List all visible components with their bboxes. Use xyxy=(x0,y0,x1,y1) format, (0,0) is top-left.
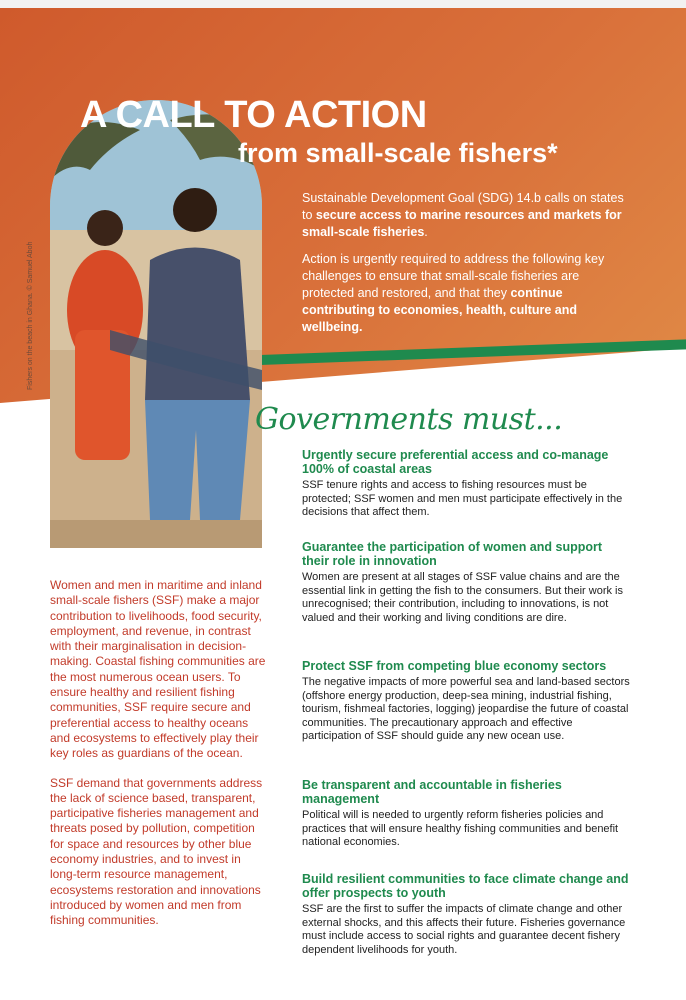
section-body: SSF are the first to suffer the impacts of climate change and other external shocks, and this affects their future. Fisheries governance must include access to social rights and guarantee decent fishery dependent livelihoods for youth. xyxy=(302,903,626,956)
left-column-text xyxy=(50,578,268,943)
section-blue-economy xyxy=(302,659,632,744)
intro-text xyxy=(302,190,632,346)
left-paragraph-2: SSF demand that governments address the lack of science based, transparent, participative fisheries management and threats posed by pollution, competition for space and resources by other blue economy industries, and to invest in long-term resource management, ecosystems restoration and innovations introduced by women and men from fishing communities. xyxy=(50,775,263,928)
section-heading: Guarantee the participation of women and support their role in innovation xyxy=(302,540,603,568)
section-body: SSF tenure rights and access to fishing resources must be protected; SSF women and men must participate effectively in the decisions that affect them. xyxy=(302,479,623,518)
section-transparency xyxy=(302,778,632,850)
intro-p2-emphasis: continue contributing to economies, health, culture and wellbeing. xyxy=(302,286,578,334)
intro-p1-emphasis: secure access to marine resources and markets for small-scale fisheries xyxy=(302,208,622,239)
page-title: A CALL TO ACTION xyxy=(80,94,427,136)
intro-p1-text: Sustainable Development Goal (SDG) 14.b calls on states to xyxy=(302,191,624,222)
page-subtitle: from small-scale fishers* xyxy=(238,138,558,168)
section-body: Political will is needed to urgently reform fisheries policies and practices that will ensure healthy fishing communities and benefit national economies. xyxy=(302,809,619,848)
intro-p2-text: Action is urgently required to address the following key challenges to ensure that small-scale fisheries are protected and restored, and that they xyxy=(302,252,605,300)
section-heading: Protect SSF from competing blue economy sectors xyxy=(302,659,607,673)
section-heading: Build resilient communities to face climate change and offer prospects to youth xyxy=(302,872,629,900)
intro-paragraph-2 xyxy=(302,251,632,336)
intro-p1-end: . xyxy=(424,225,428,239)
photo-credit: Fishers on the beach in Ghana. © Samuel Aboh xyxy=(27,241,34,390)
section-women-participation xyxy=(302,540,632,625)
left-paragraph-1: Women and men in maritime and inland small-scale fishers (SSF) make a major contribution to livelihoods, food security, employment, and revenue, in contrast with their marginalisation in decision-making. Coastal fishing communities are the most numerous ocean users. To ensure healthy and resilient fishing communities, SSF require secure and preferential access to healthy oceans and ecosystems to effectively play their key roles as guardians of the ocean. xyxy=(50,578,266,761)
section-body: The negative impacts of more powerful sea and land-based sectors (offshore energy production, deep-sea mining, industrial fishing, tourism, fishmeal factories, logging) jeopardise the future of coastal communities. The precautionary approach and effective participation of SSF should guide any new ocean use. xyxy=(302,676,630,742)
top-strip xyxy=(0,0,686,8)
governments-must-heading: Governments must... xyxy=(255,402,563,437)
section-climate-youth xyxy=(302,872,632,957)
section-body: Women are present at all stages of SSF value chains and are the essential link in getting the fish to the consumers. But their work is unrecognised; their contribution, including to innovations, is not valued and their working and living conditions are dire. xyxy=(302,571,623,624)
section-heading: Urgently secure preferential access and co-manage 100% of coastal areas xyxy=(302,448,609,476)
fishers-photo xyxy=(50,100,262,548)
intro-paragraph-1 xyxy=(302,190,632,241)
section-heading: Be transparent and accountable in fisheries management xyxy=(302,778,562,806)
section-secure-access xyxy=(302,448,632,520)
